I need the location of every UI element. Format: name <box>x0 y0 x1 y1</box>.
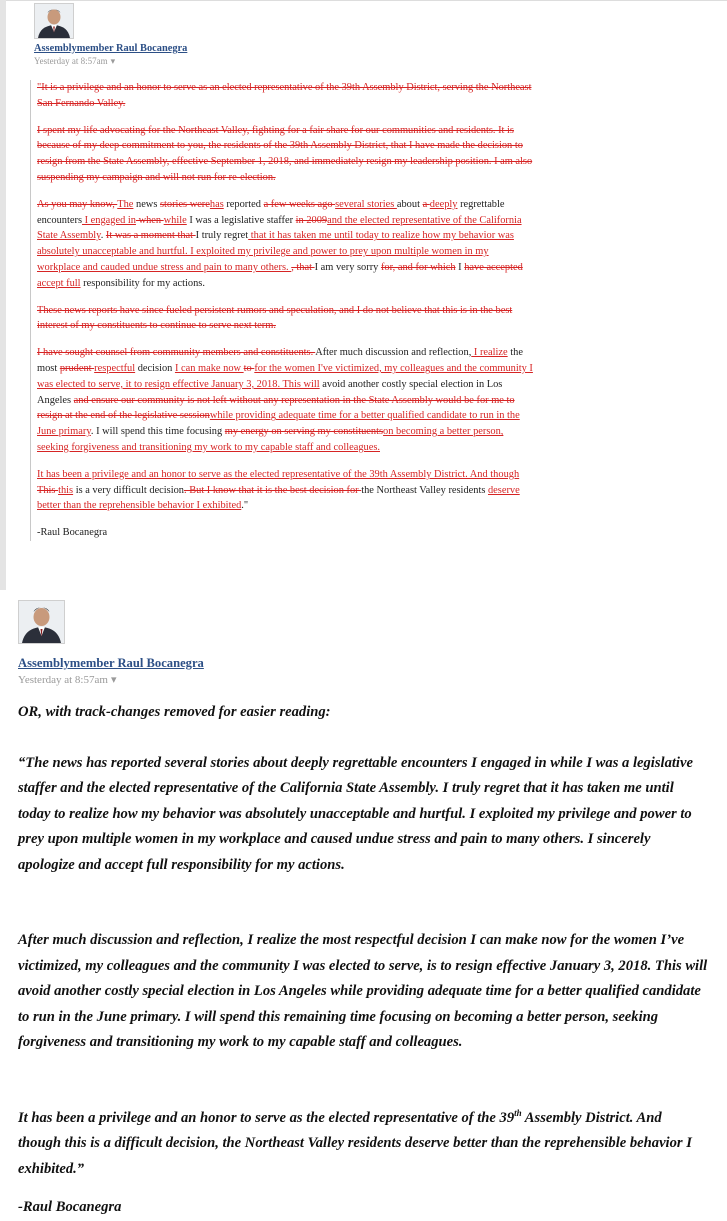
deleted-text: when <box>135 214 164 226</box>
inserted-text: on becoming a better person, seeking forgiveness and transitioning my work to my capable staff and colleagues. <box>37 426 504 453</box>
top-divider <box>6 0 727 1</box>
text: decision <box>135 362 175 374</box>
inserted-text: for the women I've victimized, my colleagues and the community I was elected to serve, it to resign effective January 3, 2018. This will <box>37 362 533 390</box>
text: regrettable encounters <box>37 198 505 226</box>
deleted-text: prudent <box>59 362 95 374</box>
avatar[interactable] <box>34 3 74 39</box>
superscript: th <box>514 1107 522 1118</box>
chevron-down-icon[interactable]: ▾ <box>110 56 116 66</box>
inserted-text: deeply <box>429 198 458 210</box>
text: news <box>133 198 160 210</box>
text: I <box>455 261 465 273</box>
signature: -Raul Bocanegra <box>37 527 108 539</box>
deleted-text: As you may know, <box>37 198 118 210</box>
inserted-text: I engaged in <box>82 214 136 226</box>
deleted-text: . But I know that it is the best decision for <box>184 484 362 496</box>
deleted-text: "It is a privilege and an honor to serve as an elected representative of the 39th Assembly District, serving the Northeast San Fernando Valley. <box>37 82 532 109</box>
text: ." <box>241 500 249 512</box>
left-edge-bar <box>0 0 6 590</box>
inserted-text: accept full <box>37 277 81 289</box>
inserted-text: deserve better than the reprehensible behavior I exhibited <box>37 484 520 512</box>
inserted-text: It has been a privilege and an honor to serve as the elected representative of the 39th Assembly District. And though <box>37 468 520 480</box>
post-timestamp[interactable] <box>18 673 116 686</box>
inserted-text: I can make now <box>174 362 244 374</box>
timestamp-text: Yesterday at 8:57am <box>18 674 108 686</box>
paragraph-1 <box>37 80 533 112</box>
deleted-text: and ensure our community is not left without any representation in the State Assembly would be for me to resign at the end of the legislative session <box>37 394 515 422</box>
deleted-text: I have sought counsel from community members and constituents. <box>37 347 316 359</box>
track-changes-statement <box>30 80 533 541</box>
deleted-text: stories were <box>159 198 210 210</box>
text: I was a legislative staffer <box>186 214 296 226</box>
text: responsibility for my actions. <box>80 277 205 289</box>
deleted-text: I spent my life advocating for the Northeast Valley, fighting for a fair share for our communities and residents. It is because of my deep commitment to you, the residents of the 39th Assembly District, that I have made the decision to resign from the State Assembly, effective September 1, 2018, and immediately resign my leadership position. I am also suspending my campaign and will not run for re-election. <box>37 124 533 183</box>
inserted-text: that it has taken me until today to realize how my behavior was absolutely unacceptable and hurtful. I exploited my privilege and power to prey upon multiple women in my workplace and cauded undue stress and pain to many others. <box>37 230 514 273</box>
inserted-text: while providing adequate time for a better qualified candidate to run in the June primary <box>37 410 520 438</box>
inserted-text: several stories <box>335 198 397 210</box>
chevron-down-icon[interactable]: ▾ <box>110 674 117 686</box>
inserted-text: while <box>163 214 187 226</box>
inserted-text: respectful <box>94 362 136 374</box>
timestamp-text: Yesterday at 8:57am <box>34 56 108 66</box>
deleted-text: a few weeks ago <box>263 198 336 210</box>
text: . <box>100 230 106 242</box>
deleted-text: have accepted <box>464 261 523 273</box>
text: about <box>396 198 423 210</box>
post-timestamp[interactable] <box>34 56 115 67</box>
statement-paragraph-1: “The news has reported several stories about deeply regrettable encounters I engaged in while I was a legislative staffer and the elected representative of the California State Assembly. I truly regret that it has taken me until today to realize how my behavior was absolutely unacceptable and hurtful. I exploited my privilege and power to prey upon multiple women in my workplace and caused undue stress and pain to many others. I sincerely apologize and accept full responsibility for my actions. <box>18 754 693 873</box>
text: It has been a privilege and an honor to serve as the elected representative of the 39 <box>18 1109 515 1126</box>
inserted-text: I realize <box>471 347 508 359</box>
text: Assembly District. And though this is a difficult decision, the Northeast Valley residents deserve better than the reprehensible behavior I exhibited.” <box>18 1109 692 1177</box>
text: I truly regret <box>195 230 249 242</box>
signature: -Raul Bocanegra <box>18 1199 122 1215</box>
inserted-text: The <box>117 198 134 210</box>
deleted-text: This <box>37 484 59 496</box>
paragraph-6 <box>37 467 533 514</box>
statement-paragraph-3 <box>18 1106 708 1183</box>
text: I am very sorry <box>314 261 381 273</box>
text: . I will spend this time focusing <box>90 426 225 438</box>
text: reported <box>223 198 264 210</box>
author-name[interactable]: Assemblymember Raul Bocanegra <box>18 656 204 670</box>
plain-statement <box>18 700 708 1221</box>
intro-line: OR, with track-changes removed for easier reading: <box>18 704 331 720</box>
author-name[interactable]: Assemblymember Raul Bocanegra <box>34 43 188 54</box>
deleted-text: These news reports have since fueled persistent rumors and speculation, and I do not believe that this is in the best interest of my constituents to continue to serve next term. <box>37 304 513 332</box>
deleted-text: for which <box>415 261 456 273</box>
paragraph-5 <box>37 345 533 456</box>
deleted-text: in 2009 <box>295 214 328 226</box>
text: avoid another costly special election in Los Angeles <box>37 378 503 406</box>
statement-paragraph-2: After much discussion and reflection, I realize the most respectful decision I can make now for the women I’ve victimized, my colleagues and the community I was elected to serve, is to resign effective January 3, 2018. This will avoid another costly special election in Los Angeles while providing adequate time for a better qualified candidate to run in the June primary. I will spend this remaining time focusing on becoming a better person, seeking forgiveness and transitioning my work to my capable staff and colleagues. <box>18 932 708 1050</box>
deleted-text: my energy on serving my constituents <box>224 426 384 438</box>
inserted-text: and the elected representative of the California State Assembly <box>37 214 522 242</box>
inserted-text: has <box>209 198 224 210</box>
profile-photo-icon <box>19 601 64 643</box>
deleted-text: , that <box>291 261 315 273</box>
deleted-text: to <box>243 362 255 374</box>
inserted-text: this <box>58 484 74 496</box>
paragraph-2 <box>37 123 533 186</box>
deleted-text: for, and <box>380 261 416 273</box>
text: After much discussion and reflection, <box>315 347 472 359</box>
paragraph-4 <box>37 303 533 335</box>
text: the Northeast Valley residents <box>361 484 488 496</box>
text: the most <box>37 347 523 374</box>
profile-photo-icon <box>35 4 73 38</box>
text: is a very difficult decision <box>73 484 184 496</box>
paragraph-3 <box>37 197 533 292</box>
deleted-text: a <box>422 198 430 210</box>
deleted-text: It was a moment that <box>105 230 196 242</box>
avatar[interactable] <box>18 600 65 644</box>
